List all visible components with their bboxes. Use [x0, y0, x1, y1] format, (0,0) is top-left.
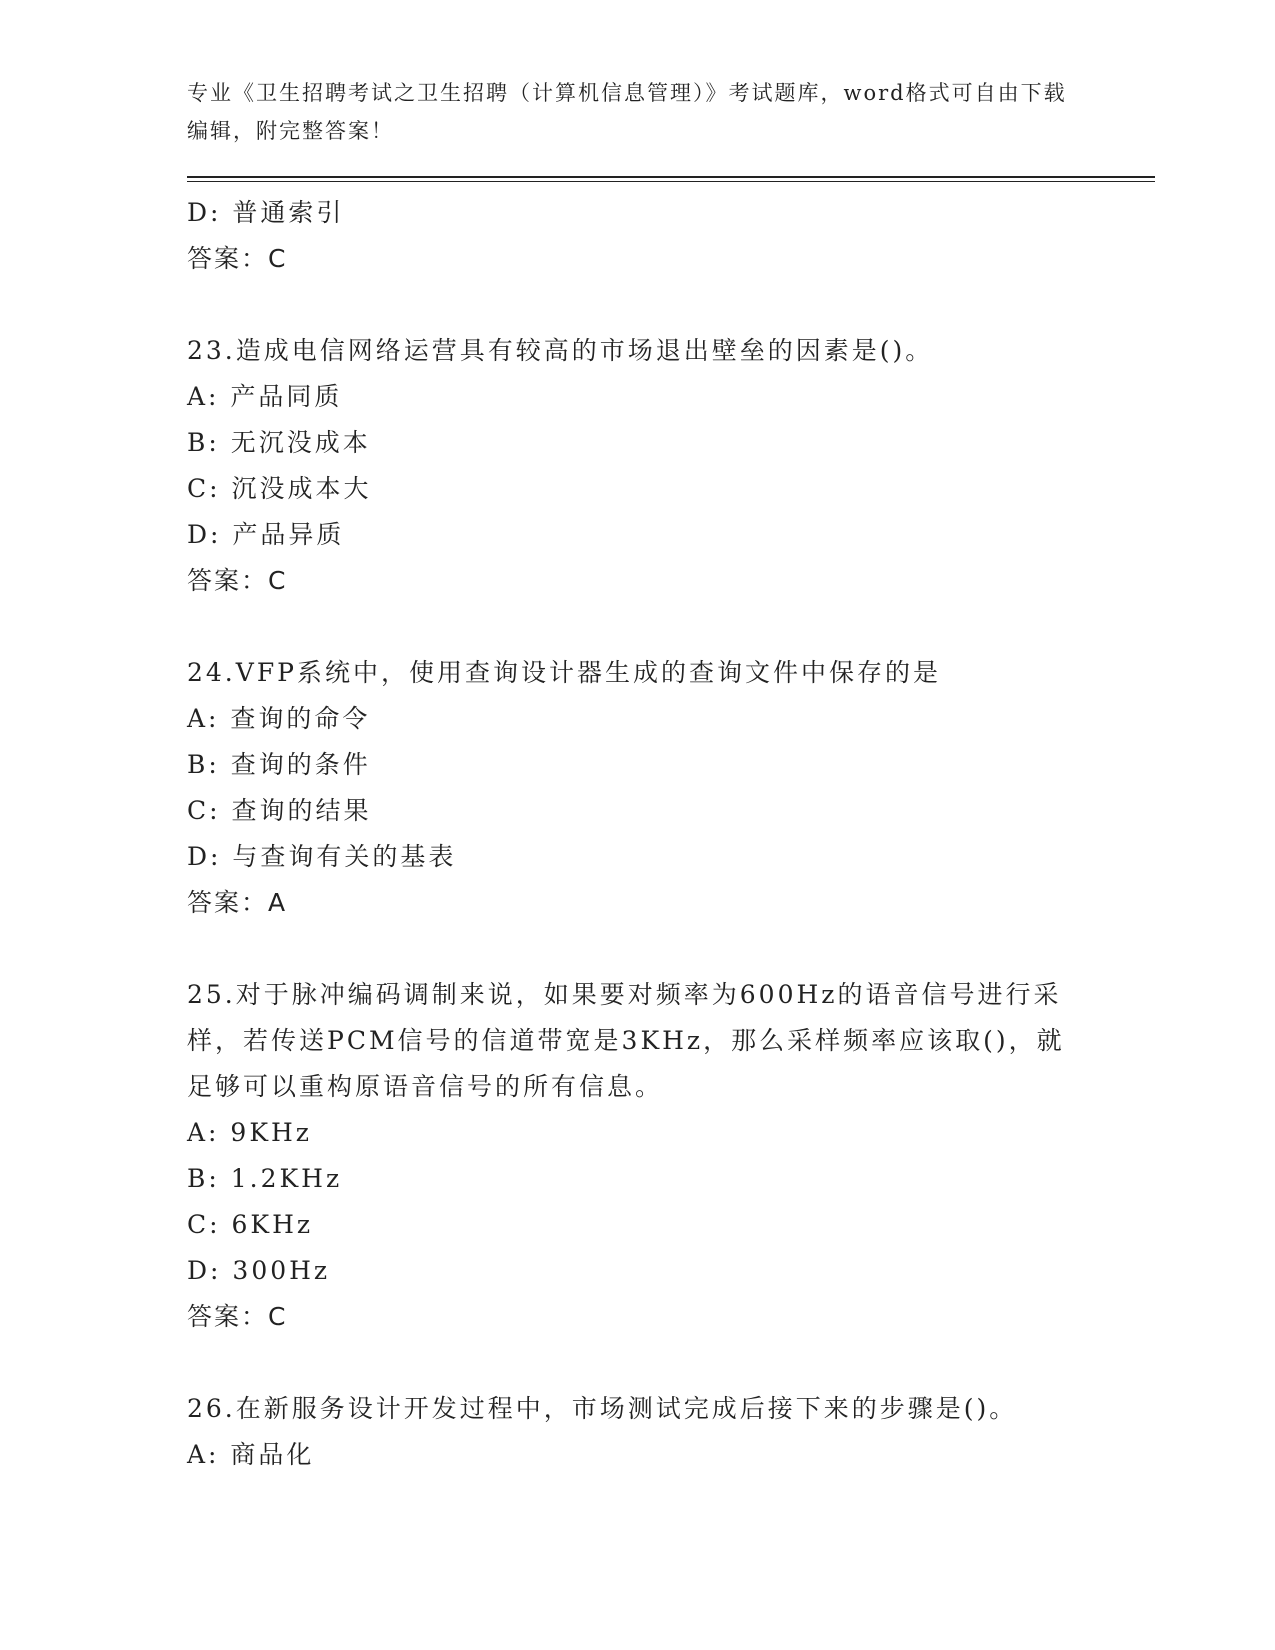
option-c: C: 查询的结果 [187, 796, 372, 825]
option-a: A: 9KHz [187, 1118, 312, 1147]
question-stem: 24.VFP系统中，使用查询设计器生成的查询文件中保存的是 [187, 658, 941, 687]
header-divider [187, 176, 1155, 182]
option-d: D: 产品异质 [187, 520, 345, 549]
option-a: A: 产品同质 [187, 382, 343, 411]
question-23 [187, 328, 1087, 604]
question-list [187, 190, 1087, 1478]
question-stem: 23.造成电信网络运营具有较高的市场退出壁垒的因素是()。 [187, 336, 934, 365]
answer: 答案：C [187, 566, 288, 595]
answer: 答案：C [187, 244, 288, 273]
question-24 [187, 650, 1087, 926]
option-a: A: 查询的命令 [187, 704, 371, 733]
option-d: D: 300Hz [187, 1256, 331, 1285]
question-fragment [187, 190, 1087, 282]
answer: 答案：C [187, 1302, 288, 1331]
option-b: B: 1.2KHz [187, 1164, 343, 1193]
question-stem: 26.在新服务设计开发过程中，市场测试完成后接下来的步骤是()。 [187, 1394, 1018, 1423]
option-d: D: 与查询有关的基表 [187, 842, 457, 871]
option-c: C: 沉没成本大 [187, 474, 372, 503]
answer: 答案：A [187, 888, 288, 917]
document-header [187, 74, 1067, 150]
option-b: B: 无沉没成本 [187, 428, 371, 457]
header-text: 专业《卫生招聘考试之卫生招聘（计算机信息管理）》考试题库，word格式可自由下载编辑，附完整答案！ [187, 81, 1067, 143]
question-stem: 25.对于脉冲编码调制来说，如果要对频率为600Hz的语音信号进行采样，若传送PCM信号的信道带宽是3KHz，那么采样频率应该取()，就足够可以重构原语音信号的所有信息。 [187, 980, 1065, 1101]
option-c: C: 6KHz [187, 1210, 314, 1239]
option-a: A: 商品化 [187, 1440, 315, 1469]
question-26 [187, 1386, 1087, 1478]
question-25 [187, 972, 1087, 1340]
option-d: D: 普通索引 [187, 198, 345, 227]
option-b: B: 查询的条件 [187, 750, 371, 779]
